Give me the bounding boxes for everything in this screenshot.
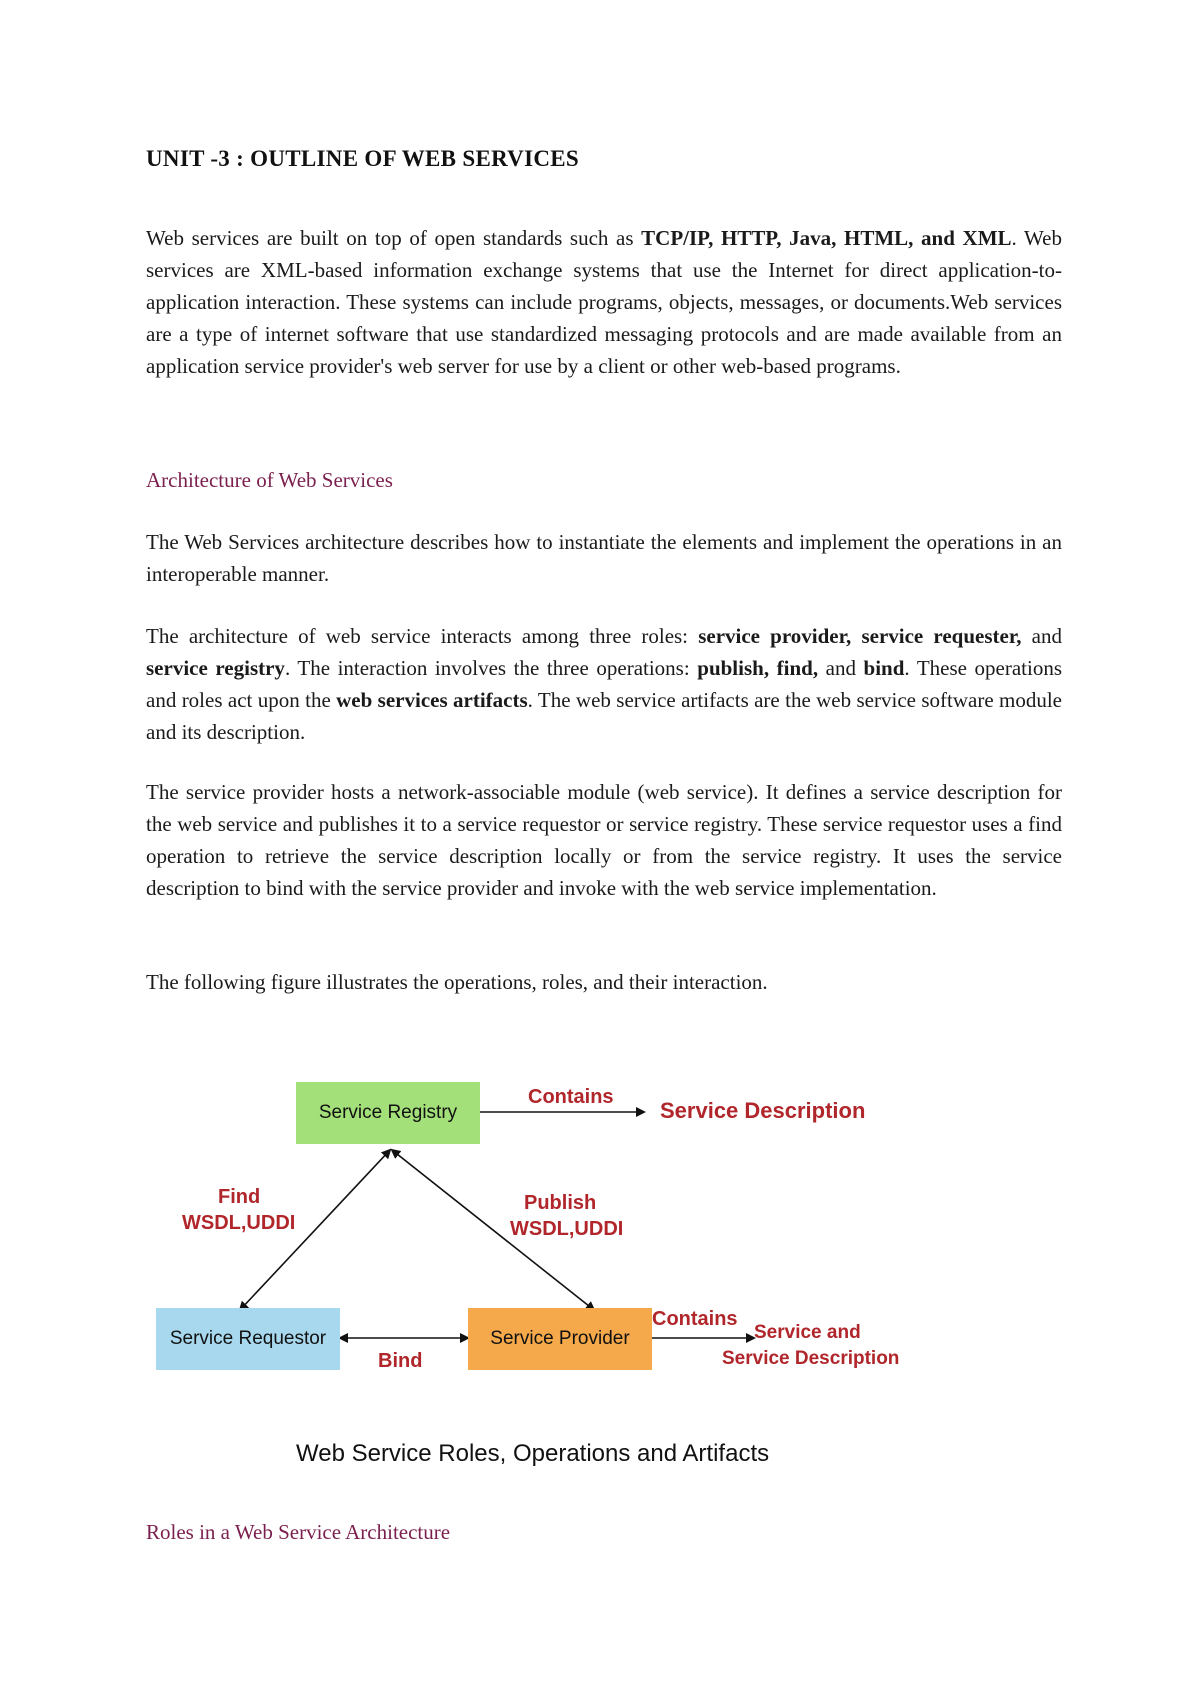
p2-k: . The web service artifacts are the web service software module and its description. — [146, 688, 1062, 744]
page-title: UNIT -3 : OUTLINE OF WEB SERVICES — [146, 146, 579, 171]
p2-bind: bind — [863, 656, 905, 680]
p2-roles: service provider, service requester, — [698, 624, 1022, 648]
artifact-label-line1: Service and — [754, 1322, 861, 1343]
contains-label-bottom: Contains — [652, 1308, 738, 1330]
web-service-diagram — [140, 1060, 1060, 1440]
architecture-paragraph-1 — [146, 526, 1062, 590]
artifact-label-line2: Service Description — [722, 1348, 900, 1369]
intro-text-a: Web services are built on top of open standards such as — [146, 226, 642, 250]
intro-standards: TCP/IP, HTTP, Java, HTML, and XML — [641, 226, 1012, 250]
p2-registry: service registry — [146, 656, 285, 680]
p2-operations: publish, find, — [697, 656, 819, 680]
architecture-text-4: The following figure illustrates the operations, roles, and their interaction. — [146, 970, 768, 994]
architecture-text-3: The service provider hosts a network-associable module (web service). It defines a service description for the web service and publishes it to a service requestor or service registry. These service requestor uses a find operation to retrieve the service description locally or from the service registry. It uses the service description to bind with the service provider and invoke with the web service implementation. — [146, 780, 1062, 900]
p2-a: The architecture of web service interacts among three roles: — [146, 624, 699, 648]
roles-heading: Roles in a Web Service Architecture — [146, 1520, 451, 1544]
publish-label-line2: WSDL,UDDI — [510, 1218, 624, 1240]
architecture-paragraph-2 — [146, 620, 1062, 748]
p2-i: . These operations and roles act upon the — [146, 656, 1062, 712]
architecture-paragraph-3 — [146, 776, 1062, 904]
service-provider-box: Service Provider — [468, 1308, 652, 1370]
find-label-line1: Find — [218, 1186, 261, 1208]
architecture-paragraph-4 — [146, 966, 1062, 998]
bind-label: Bind — [378, 1350, 423, 1372]
find-label-line2: WSDL,UDDI — [182, 1212, 296, 1234]
diagram-arrows — [140, 1060, 1060, 1440]
architecture-text-1: The Web Services architecture describes how to instantiate the elements and implement the operations in an interoperable manner. — [146, 530, 1062, 586]
publish-label-line1: Publish — [524, 1192, 597, 1214]
p2-e: . The interaction involves the three operations: — [284, 656, 698, 680]
service-requestor-box: Service Requestor — [156, 1308, 340, 1370]
service-description-label: Service Description — [660, 1098, 866, 1123]
p2-g: and — [818, 656, 864, 680]
intro-text-c: . Web services are XML-based information exchange systems that use the Internet for direct application-to-application interaction. These systems can include programs, objects, messages, or documents.Web services are a type of internet software that use standardized messaging protocols and are made available from an application service provider's web server for use by a client or other web-based programs. — [146, 226, 1062, 378]
service-registry-box: Service Registry — [296, 1082, 480, 1144]
figure-caption: Web Service Roles, Operations and Artifacts — [296, 1440, 770, 1467]
p2-c: and — [1021, 624, 1062, 648]
intro-paragraph — [146, 222, 1062, 382]
architecture-heading: Architecture of Web Services — [146, 468, 393, 492]
p2-artifacts: web services artifacts — [336, 688, 528, 712]
contains-label-top: Contains — [528, 1086, 614, 1108]
